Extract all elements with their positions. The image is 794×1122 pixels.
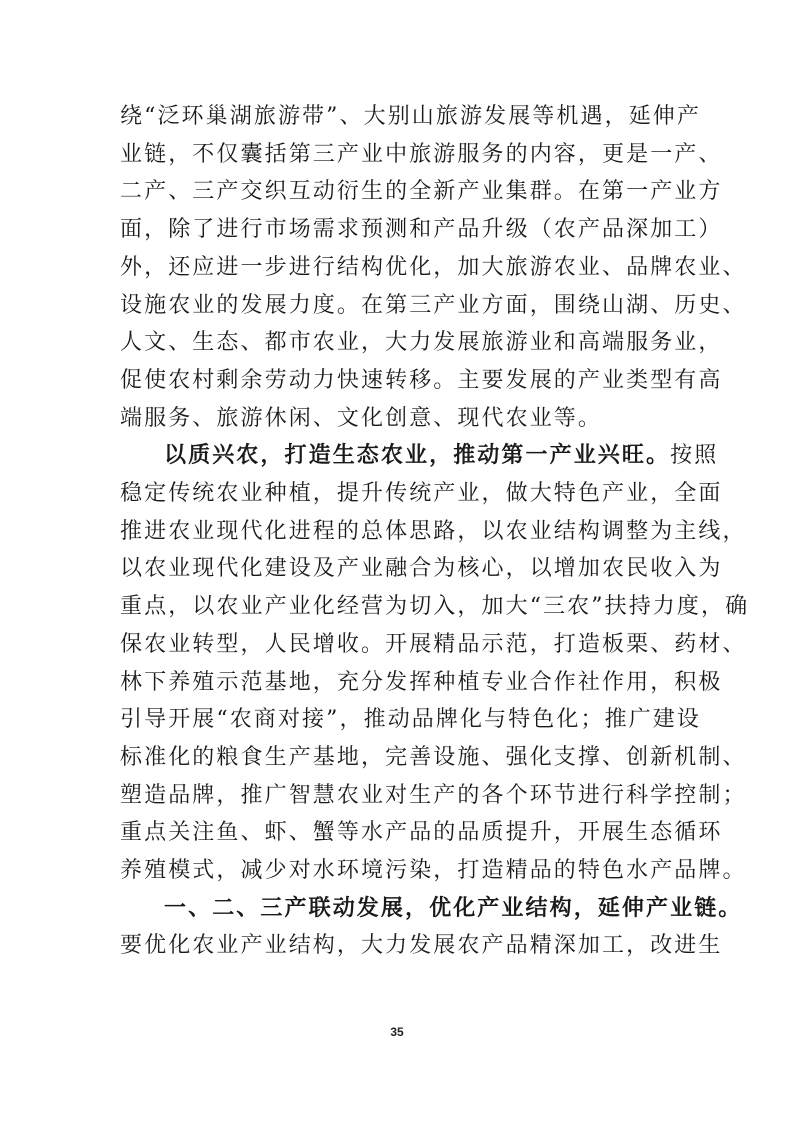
text-line: 设施农业的发展力度。在第三产业方面，围绕山湖、历史、	[120, 292, 747, 318]
text-segment: 按照	[670, 443, 719, 469]
text-line: 重点，以农业产业化经营为切入，加大“三农”扶持力度，确	[120, 594, 750, 620]
text-line: 二产、三产交织互动衍生的全新产业集群。在第一产业方	[120, 179, 723, 205]
document-body	[120, 98, 750, 965]
text-line: 引导开展“农商对接”，推动品牌化与特色化；推广建设	[120, 707, 701, 733]
text-line: 促使农村剩余劳动力快速转移。主要发展的产业类型有高	[120, 367, 723, 393]
text-line: 面，除了进行市场需求预测和产品升级（农产品深加工）	[120, 217, 723, 243]
text-line: 人文、生态、都市农业，大力发展旅游业和高端服务业，	[120, 330, 723, 356]
paragraph-ecological-agriculture	[120, 437, 750, 889]
text-line: 重点关注鱼、虾、蟹等水产品的品质提升，开展生态循环	[120, 820, 723, 846]
text-line: 以农业现代化建设及产业融合为核心，以增加农民收入为	[120, 556, 723, 582]
text-line: 塑造品牌，推广智慧农业对生产的各个环节进行科学控制；	[120, 782, 747, 808]
text-line: 要优化农业产业结构，大力发展农产品精深加工，改进生	[120, 933, 723, 959]
paragraph-heading: 以质兴农，打造生态农业，推动第一产业兴旺。	[164, 442, 671, 469]
text-line: 端服务、旅游休闲、文化创意、现代农业等。	[120, 405, 603, 431]
page-number: 35	[390, 1025, 404, 1039]
text-line: 林下养殖示范基地，充分发挥种植专业合作社作用，积极	[120, 669, 723, 695]
text-line: 标准化的粮食生产基地，完善设施、强化支撑、创新机制、	[120, 744, 747, 770]
paragraph-heading: 一、二、三产联动发展，优化产业结构，延伸产业链。	[164, 894, 743, 921]
text-line: 绕“泛环巢湖旅游带”、大别山旅游发展等机遇，延伸产	[120, 104, 701, 129]
text-line: 稳定传统农业种植，提升传统产业，做大特色产业，全面	[120, 481, 723, 507]
text-line: 养殖模式，减少对水环境污染，打造精品的特色水产品牌。	[120, 858, 747, 884]
text-line: 保农业转型，人民增收。开展精品示范，打造板栗、药材、	[120, 631, 747, 657]
paragraph-first-line	[120, 437, 719, 475]
text-line: 外，还应进一步进行结构优化，加大旅游农业、品牌农业、	[120, 254, 747, 280]
paragraph-industry-linkage	[120, 890, 743, 965]
text-line: 推进农业现代化进程的总体思路，以农业结构调整为主线，	[120, 518, 747, 544]
paragraph-tourism-industry	[120, 98, 747, 437]
text-line: 业链，不仅囊括第三产业中旅游服务的内容，更是一产、	[120, 141, 723, 167]
